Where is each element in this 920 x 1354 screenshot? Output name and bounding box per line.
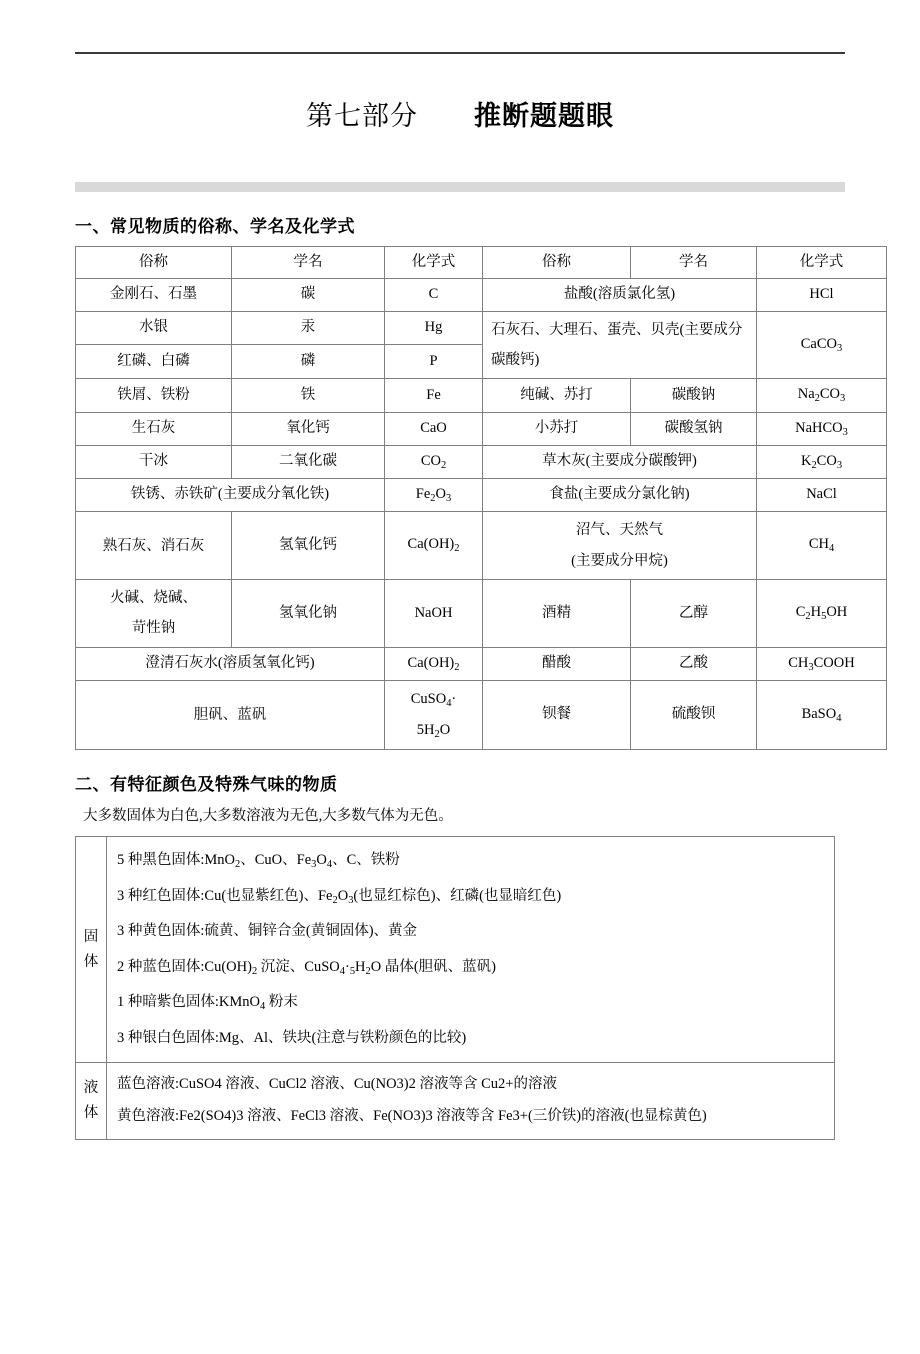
formula-cell: NaCl: [757, 478, 887, 511]
header-alias-1: 俗称: [76, 246, 232, 278]
table-row: [76, 478, 887, 511]
formula-cell: Hg: [385, 311, 483, 345]
characteristic-color-table: [75, 836, 835, 1140]
formula-cell: CaCO$_3$: [757, 311, 887, 379]
alias-line-2: (主要成分甲烷): [571, 552, 668, 569]
scientific-cell: 碳酸氢钠: [631, 412, 757, 445]
title-part-label: 第七部分: [306, 101, 418, 132]
scientific-cell: 碳酸钠: [631, 379, 757, 412]
alias-cell: 铁屑、铁粉: [76, 379, 232, 412]
formula-line-2: $5H_2O$: [416, 721, 451, 740]
table-row: [76, 311, 887, 345]
formula-cell: [385, 681, 483, 750]
alias-line-2: 苛性钠: [131, 620, 176, 637]
scientific-cell: 氧化钙: [232, 412, 385, 445]
table-row: [76, 445, 887, 478]
formula-cell: $K_2CO_3$: [757, 445, 887, 478]
list-item: 3 种银白色固体:Mg、Al、铁块(注意与铁粉颜色的比较): [117, 1029, 467, 1046]
scientific-cell: 乙酸: [631, 647, 757, 680]
solid-line-list: [107, 837, 834, 1062]
scientific-cell: 氢氧化钠: [232, 580, 385, 648]
scientific-cell: 硫酸钡: [631, 681, 757, 750]
formula-cell: $CH_4$: [757, 512, 887, 580]
solid-label-cell: 固体: [76, 837, 107, 1063]
formula-cell: NaHCO$_3$: [757, 412, 887, 445]
alias-cell: 胆矾、蓝矾: [76, 681, 385, 750]
table-row: [76, 512, 887, 580]
header-alias-2: 俗称: [483, 246, 631, 278]
table-row: [76, 681, 887, 750]
scientific-cell: 铁: [232, 379, 385, 412]
scientific-cell: 磷: [232, 345, 385, 379]
liquid-line-list: [107, 1063, 834, 1139]
alias-cell: 食盐(主要成分氯化钠): [483, 478, 757, 511]
header-formula-1: 化学式: [385, 246, 483, 278]
list-item: 蓝色溶液:CuSO4 溶液、CuCl2 溶液、Cu(NO3)2 溶液等含 Cu2+的溶液: [117, 1076, 557, 1093]
list-item: 黄色溶液:Fe2(SO4)3 溶液、FeCl3 溶液、Fe(NO3)3 溶液等含 Fe3+(三价铁)的溶液(也显棕黄色): [117, 1108, 707, 1125]
list-item: 5 种黑色固体:MnO$_2$、CuO、$Fe_3O_4$、C、铁粉: [117, 852, 400, 871]
liquid-lines-cell: [107, 1063, 835, 1140]
gray-divider-band: [75, 182, 845, 192]
formula-cell: HCl: [757, 279, 887, 311]
formula-cell: $Fe_2O_3$: [385, 478, 483, 511]
formula-cell: CaO: [385, 412, 483, 445]
formula-cell: $CO_2$: [385, 445, 483, 478]
alias-cell: 澄清石灰水(溶质氢氧化钙): [76, 647, 385, 680]
alias-cell: [76, 580, 232, 648]
alias-cell: 生石灰: [76, 412, 232, 445]
solid-lines-cell: [107, 837, 835, 1063]
formula-cell: $C_2H_5OH$: [757, 580, 887, 648]
alias-cell: 钡餐: [483, 681, 631, 750]
page-header-rule: [75, 52, 845, 54]
alias-cell: 红磷、白磷: [76, 345, 232, 379]
liquid-label-cell: 液体: [76, 1063, 107, 1140]
header-formula-2: 化学式: [757, 246, 887, 278]
table-row: [76, 379, 887, 412]
alias-line-1: 火碱、烧碱、: [110, 590, 197, 606]
alias-cell: 水银: [76, 311, 232, 345]
alias-line-1: 沼气、天然气: [576, 522, 663, 539]
list-item: 3 种黄色固体:硫黄、铜锌合金(黄铜固体)、黄金: [117, 923, 418, 940]
list-item: 3 种红色固体:Cu(也显紫红色)、$Fe_2O_3$(也显红棕色)、红磷(也显暗红色): [117, 887, 562, 906]
page-title: [75, 100, 845, 134]
table-row: [76, 580, 887, 648]
alias-cell: 金刚石、石墨: [76, 279, 232, 311]
formula-cell: BaSO$_4$: [757, 681, 887, 750]
alias-cell: [483, 512, 757, 580]
formula-cell: P: [385, 345, 483, 379]
alias-cell: 铁锈、赤铁矿(主要成分氧化铁): [76, 478, 385, 511]
alias-cell: 石灰石、大理石、蛋壳、贝壳(主要成分碳酸钙): [483, 311, 757, 379]
list-item: 1 种暗紫色固体:KMnO$_4$ 粉末: [117, 994, 298, 1013]
alias-cell: 草木灰(主要成分碳酸钾): [483, 445, 757, 478]
common-substances-table: [75, 246, 887, 750]
table-row: [76, 647, 887, 680]
alias-cell: 小苏打: [483, 412, 631, 445]
section-two-heading: 二、有特征颜色及特殊气味的物质: [75, 774, 338, 795]
alias-cell: 熟石灰、消石灰: [76, 512, 232, 580]
alias-cell: 干冰: [76, 445, 232, 478]
table-row-liquids: [76, 1063, 835, 1140]
scientific-cell: 碳: [232, 279, 385, 311]
section-one-heading: 一、常见物质的俗称、学名及化学式: [75, 216, 355, 237]
scientific-cell: 汞: [232, 311, 385, 345]
scientific-cell: 乙醇: [631, 580, 757, 648]
alias-cell: 醋酸: [483, 647, 631, 680]
document-page: [0, 52, 920, 1354]
formula-cell: $Na_2CO_3$: [757, 379, 887, 412]
table-row: [76, 279, 887, 311]
list-item: 2 种蓝色固体$:Cu(OH)_2$ 沉淀、$CuSO_4\cdot_5H_2O$ 晶体(胆矾、蓝矾): [117, 958, 496, 977]
formula-cell: C: [385, 279, 483, 311]
table-header-row: [76, 246, 887, 278]
table-row: [76, 412, 887, 445]
header-scientific-2: 学名: [631, 246, 757, 278]
formula-cell: NaOH: [385, 580, 483, 648]
title-main-label: 推断题题眼: [474, 101, 614, 132]
table-row-solids: [76, 837, 835, 1063]
scientific-cell: 氢氧化钙: [232, 512, 385, 580]
scientific-cell: 二氧化碳: [232, 445, 385, 478]
formula-cell: $CH_3COOH$: [757, 647, 887, 680]
alias-cell: 盐酸(溶质氯化氢): [483, 279, 757, 311]
section-two-intro: 大多数固体为白色,大多数溶液为无色,大多数气体为无色。: [83, 807, 453, 824]
formula-cell: $Ca(OH)_2$: [385, 512, 483, 580]
alias-cell: 酒精: [483, 580, 631, 648]
header-scientific-1: 学名: [232, 246, 385, 278]
formula-line-1: CuSO$_4$·: [410, 691, 457, 709]
alias-cell: 纯碱、苏打: [483, 379, 631, 412]
formula-cell: Fe: [385, 379, 483, 412]
formula-cell: $Ca(OH)_2$: [385, 647, 483, 680]
